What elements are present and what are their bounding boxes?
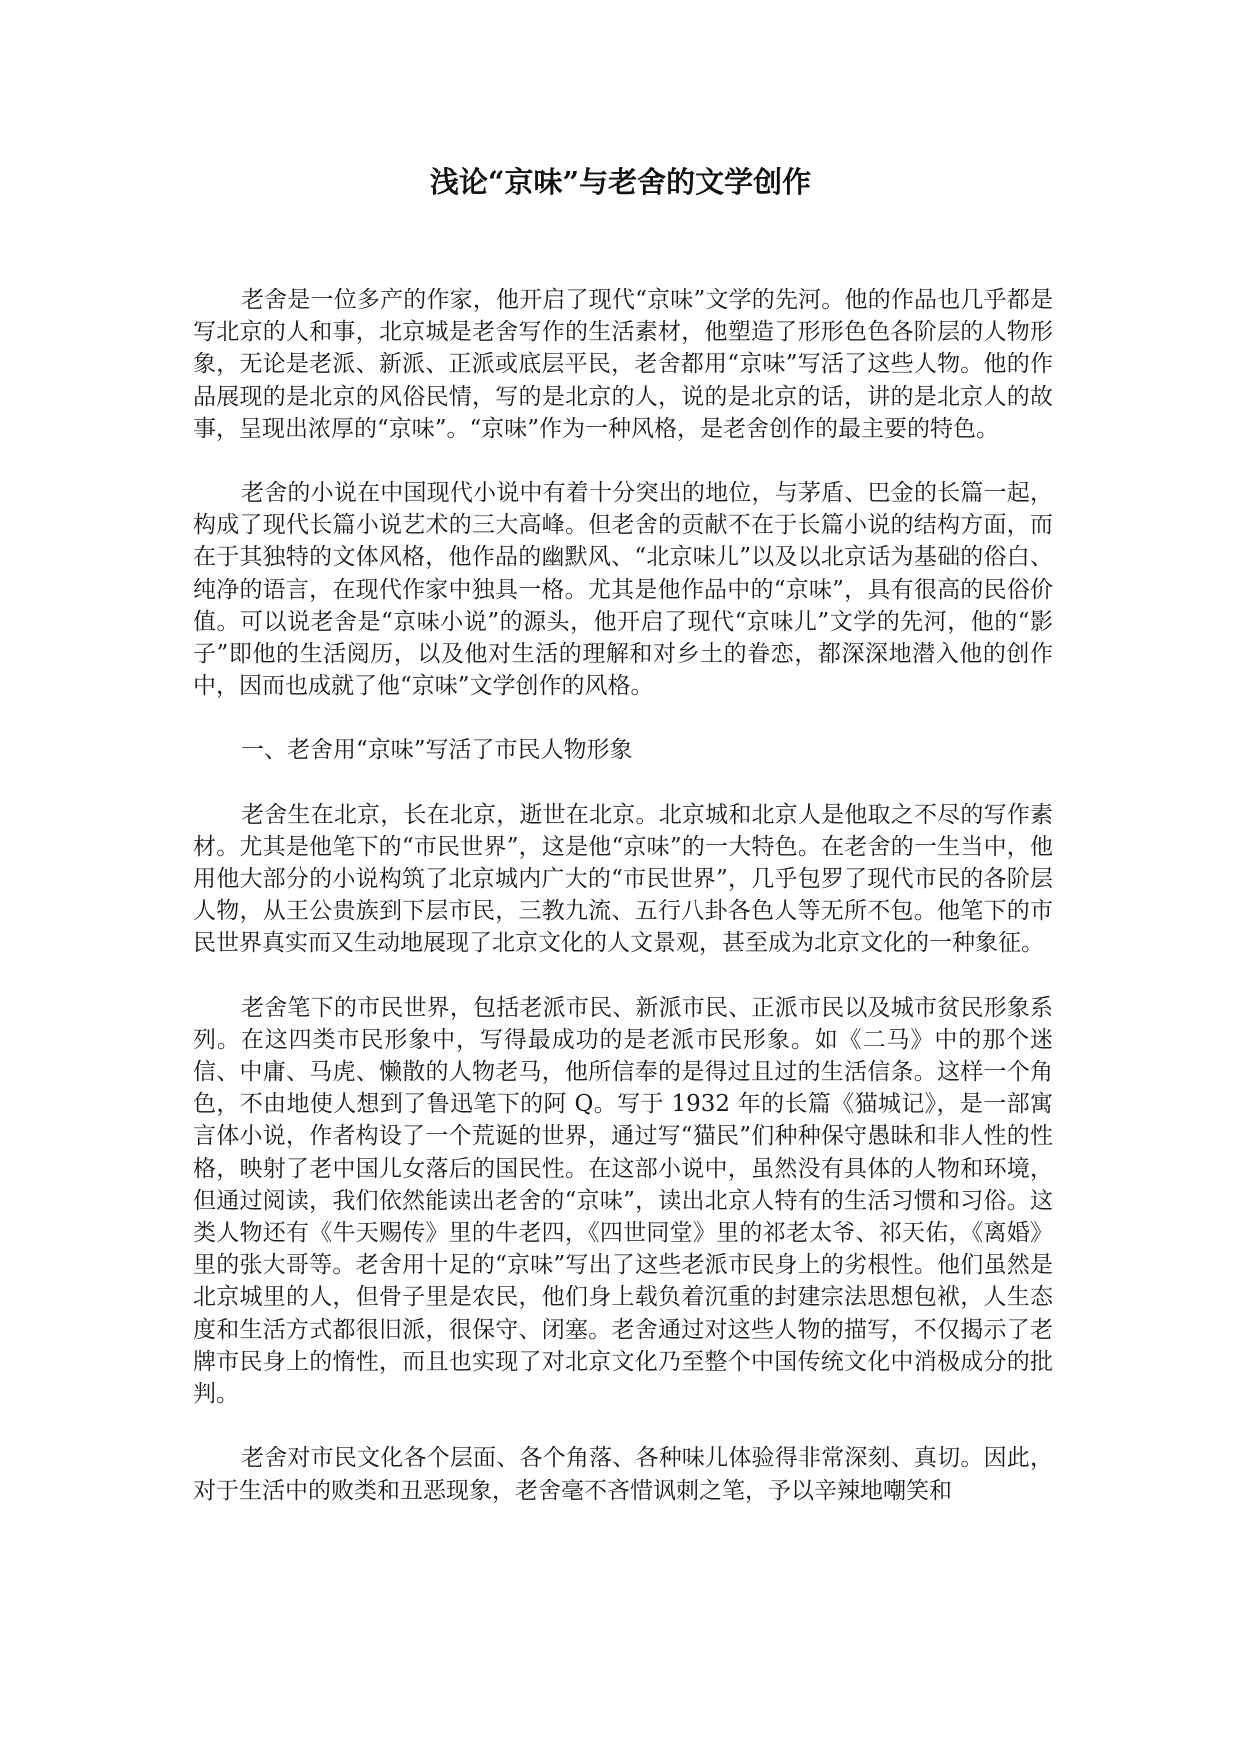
paragraph-2: 老舍的小说在中国现代小说中有着十分突出的地位，与茅盾、巴金的长篇一起，构成了现代长篇小说艺术的三大高峰。但老舍的贡献不在于长篇小说的结构方面，而在于其独特的文体风格，他作品的幽默风、“北京味儿”以及以北京话为基础的俗白、纯净的语言，在现代作家中独具一格。尤其是他作品中的“京味”，具有很高的民俗价值。可以说老舍是“京味小说”的源头，他开启了现代“京味儿”文学的先河，他的“影子”即他的生活阅历，以及他对生活的理解和对乡土的眷恋，都深深地潜入他的创作中，因而也成就了他“京味”文学创作的风格。	[193, 480, 1053, 700]
paragraph-4: 老舍笔下的市民世界，包括老派市民、新派市民、正派市民以及城市贫民形象系列。在这四类市民形象中，写得最成功的是老派市民形象。如《二马》中的那个迷信、中庸、马虎、懒散的人物老马，他所信奉的是得过且过的生活信条。这样一个角色，不由地使人想到了鲁迅笔下的阿 Q。写于 1932 年的长篇《猫城记》，是一部寓言体小说，作者构设了一个荒诞的世界，通过写“猫民”们种种保守愚昧和非人性的性格，映射了老中国儿女落后的国民性。在这部小说中，虽然没有具体的人物和环境，但通过阅读，我们依然能读出老舍的“京味”，读出北京人特有的生活习惯和习俗。这类人物还有《牛天赐传》里的牛老四，《四世同堂》里的祁老太爷、祁天佑，《离婚》里的张大哥等。老舍用十足的“京味”写出了这些老派市民身上的劣根性。他们虽然是北京城里的人，但骨子里是农民，他们身上载负着沉重的封建宗法思想包袱，人生态度和生活方式都很旧派，很保守、闭塞。老舍通过对这些人物的描写，不仅揭示了老牌市民身上的惰性，而且也实现了对北京文化乃至整个中国传统文化中消极成分的批判。	[193, 994, 1053, 1408]
section-heading-1: 一、老舍用“京味”写活了市民人物形象	[241, 737, 633, 764]
document-body	[193, 284, 1053, 1539]
paragraph-5: 老舍对市民文化各个层面、各个角落、各种味儿体验得非常深刻、真切。因此，对于生活中的败类和丑恶现象，老舍毫不吝惜讽刺之笔，予以辛辣地嘲笑和	[193, 1445, 1053, 1504]
document-title: 浅论“京味”与老舍的文学创作	[429, 165, 812, 199]
paragraph-3: 老舍生在北京，长在北京，逝世在北京。北京城和北京人是他取之不尽的写作素材。尤其是他笔下的“市民世界”，这是他“京味”的一大特色。在老舍的一生当中，他用他大部分的小说构筑了北京城内广大的“市民世界”，几乎包罗了现代市民的各阶层人物，从王公贵族到下层市民，三教九流、五行八卦各色人等无所不包。他笔下的市民世界真实而又生动地展现了北京文化的人文景观，甚至成为北京文化的一种象征。	[193, 801, 1053, 957]
paragraph-1: 老舍是一位多产的作家，他开启了现代“京味”文学的先河。他的作品也几乎都是写北京的人和事，北京城是老舍写作的生活素材，他塑造了形形色色各阶层的人物形象，无论是老派、新派、正派或底层平民，老舍都用“京味”写活了这些人物。他的作品展现的是北京的风俗民情，写的是北京的人，说的是北京的话，讲的是北京人的故事，呈现出浓厚的“京味”。“京味”作为一种风格，是老舍创作的最主要的特色。	[193, 287, 1053, 442]
